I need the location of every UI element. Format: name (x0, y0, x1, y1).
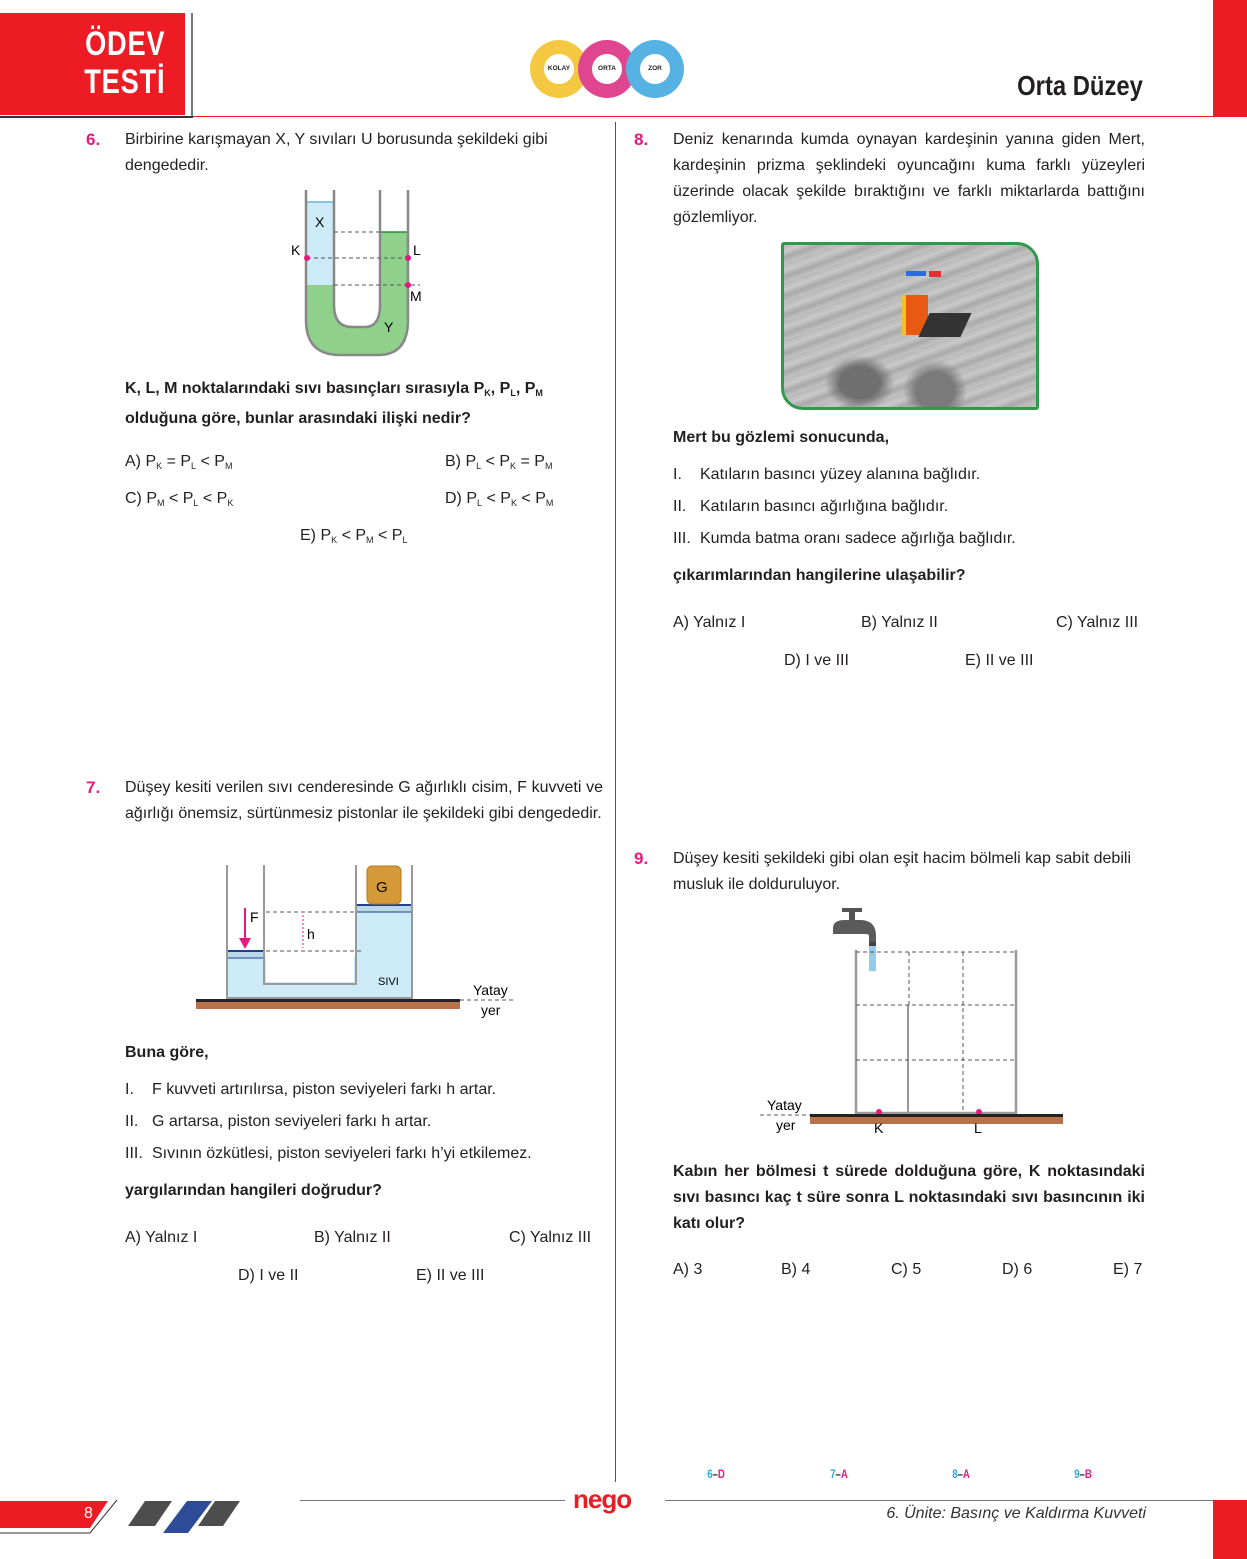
difficulty-medium-label: ORTA (592, 54, 622, 84)
answer-key-8: 8–A (952, 1467, 970, 1481)
label-g: G (376, 879, 388, 896)
ground (196, 1002, 460, 1009)
q9-option-c[interactable]: C) 5 (891, 1261, 922, 1278)
sand-photo (781, 242, 1039, 410)
container-wall (856, 950, 1016, 1113)
question-9-text: Düşey kesiti şekildeki gibi olan eşit hacim bölmeli kap sabit debili musluk ile dolduruluyor. (673, 850, 1131, 893)
question-7-question: yargılarından hangileri doğrudur? (125, 1182, 382, 1199)
q8-option-c[interactable]: C) Yalnız III (1056, 614, 1139, 631)
difficulty-hard-label: ZOR (640, 54, 670, 84)
q7-option-c[interactable]: C) Yalnız III (509, 1229, 592, 1246)
footer-rule-left (300, 1500, 565, 1501)
label-sivi: SIVI (378, 976, 399, 988)
q7-statement-2: II. G artarsa, piston seviyeleri farkı h artar. (125, 1113, 432, 1130)
q8-option-a[interactable]: A) Yalnız I (673, 614, 746, 631)
q8-option-b[interactable]: B) Yalnız II (861, 614, 938, 631)
point-l (405, 255, 411, 261)
difficulty-indicator (530, 40, 700, 100)
q7-option-d[interactable]: D) I ve II (238, 1267, 299, 1284)
q7-statement-1: I. F kuvveti artırılırsa, piston seviyeleri farkı h artar. (125, 1081, 497, 1098)
header-divider (191, 13, 193, 117)
question-number-9: 9. (634, 849, 649, 868)
footer-rule-right (665, 1500, 1213, 1501)
column-divider (615, 122, 616, 1482)
homework-badge (0, 13, 185, 115)
q9-option-e[interactable]: E) 7 (1113, 1261, 1143, 1278)
page-number: 8 (84, 1505, 93, 1522)
difficulty-ring-hard (626, 40, 684, 98)
u-tube-figure (270, 180, 450, 360)
question-6-prompt: K, L, M noktalarındaki sıvı basınçları sırasıyla $P_K$, $P_L$, $P_M$ olduğuna göre, bunlar arasındaki ilişki nedir? (125, 380, 543, 427)
question-7-text: Düşey kesiti verilen sıvı cenderesinde G ağırlıklı cisim, F kuvveti ve ağırlığı önemsiz, sürtünmesiz pistonlar ile şekildeki gibi dengededir. (125, 779, 603, 822)
label-m: M (410, 288, 422, 304)
q6-option-a[interactable]: A) $P_K = P_L < P_M$ (125, 453, 233, 471)
q8-option-e[interactable]: E) II ve III (965, 652, 1034, 669)
question-7-lead: Buna göre, (125, 1044, 209, 1061)
question-6-text: Birbirine karışmayan X, Y sıvıları U borusunda şekildeki gibi dengededir. (125, 131, 548, 174)
difficulty-easy-label: KOLAY (544, 54, 574, 84)
q7-option-e[interactable]: E) II ve III (416, 1267, 485, 1284)
page-number-banner (0, 1496, 300, 1541)
q9-option-b[interactable]: B) 4 (781, 1261, 811, 1278)
q8-statement-2: II. Katıların basıncı ağırlığına bağlıdır. (673, 498, 949, 515)
corner-red-bar-bottom (1213, 1500, 1247, 1559)
badge-line-1: ÖDEV (84, 25, 165, 63)
label-h: h (307, 926, 315, 942)
question-number-6: 6. (86, 130, 101, 149)
unit-title: 6. Ünite: Basınç ve Kaldırma Kuvveti (886, 1505, 1146, 1522)
label-yatay: Yatay (473, 982, 508, 998)
header-underline (0, 116, 193, 118)
q8-statement-1: I. Katıların basıncı yüzey alanına bağlıdır. (673, 466, 981, 483)
badge-line-2: TESTİ (83, 63, 165, 101)
question-number-8: 8. (634, 130, 649, 149)
question-number-7: 7. (86, 778, 101, 797)
answer-key-6: 6–D (707, 1467, 725, 1481)
q7-option-b[interactable]: B) Yalnız II (314, 1229, 391, 1246)
label-yer: yer (776, 1117, 796, 1133)
q8-statement-3: III. Kumda batma oranı sadece ağırlığa bağlıdır. (673, 530, 1016, 547)
container-figure (750, 900, 1080, 1140)
q6-option-e[interactable]: E) $P_K < P_M < P_L$ (300, 527, 408, 545)
question-8-question: çıkarımlarından hangilerine ulaşabilir? (673, 567, 966, 584)
publisher-logo: nego (573, 1484, 632, 1514)
question-8-text: Deniz kenarında kumda oynayan kardeşinin yanına giden Mert, kardeşinin prizma şeklindeki oyuncağını kuma farklı yüzeyleri üzerinde olacak şekilde bıraktığını ve farklı miktarlarda battığını gözlemliyor. (673, 131, 1145, 226)
q7-option-a[interactable]: A) Yalnız I (125, 1229, 198, 1246)
faucet-icon (833, 908, 876, 946)
q9-option-a[interactable]: A) 3 (673, 1261, 703, 1278)
label-x: X (315, 214, 325, 230)
label-k: K (291, 242, 301, 258)
header-red-rule (193, 116, 1213, 117)
question-8-lead: Mert bu gözlemi sonucunda, (673, 429, 890, 446)
hydraulic-press-figure (190, 860, 520, 1025)
corner-red-bar-top (1213, 0, 1247, 117)
label-f: F (250, 909, 259, 925)
label-yatay: Yatay (767, 1097, 802, 1113)
point-k (304, 255, 310, 261)
q7-statement-3: III. Sıvının özkütlesi, piston seviyeleri farkı h’yi etkilemez. (125, 1145, 532, 1162)
q6-option-b[interactable]: B) $P_L < P_K = P_M$ (445, 453, 553, 471)
label-l: L (413, 242, 421, 258)
ground (810, 1117, 1063, 1124)
q6-option-d[interactable]: D) $P_L < P_K < P_M$ (445, 490, 554, 508)
q9-option-d[interactable]: D) 6 (1002, 1261, 1033, 1278)
water-stream (869, 946, 876, 971)
label-y: Y (384, 319, 394, 335)
answer-key-7: 7–A (830, 1467, 848, 1481)
label-l: L (974, 1120, 982, 1136)
label-yer: yer (481, 1002, 501, 1018)
level-title: Orta Düzey (1017, 70, 1143, 101)
label-k: K (874, 1120, 884, 1136)
q8-option-d[interactable]: D) I ve III (784, 652, 849, 669)
question-9-question: Kabın her bölmesi t sürede dolduğuna göre, K noktasındaki sıvı basıncı kaç t süre sonra L noktasındaki sıvı basıncının iki katı olur? (673, 1163, 1145, 1232)
answer-key-9: 9–B (1074, 1467, 1092, 1481)
q6-option-c[interactable]: C) $P_M < P_L < P_K$ (125, 490, 234, 508)
